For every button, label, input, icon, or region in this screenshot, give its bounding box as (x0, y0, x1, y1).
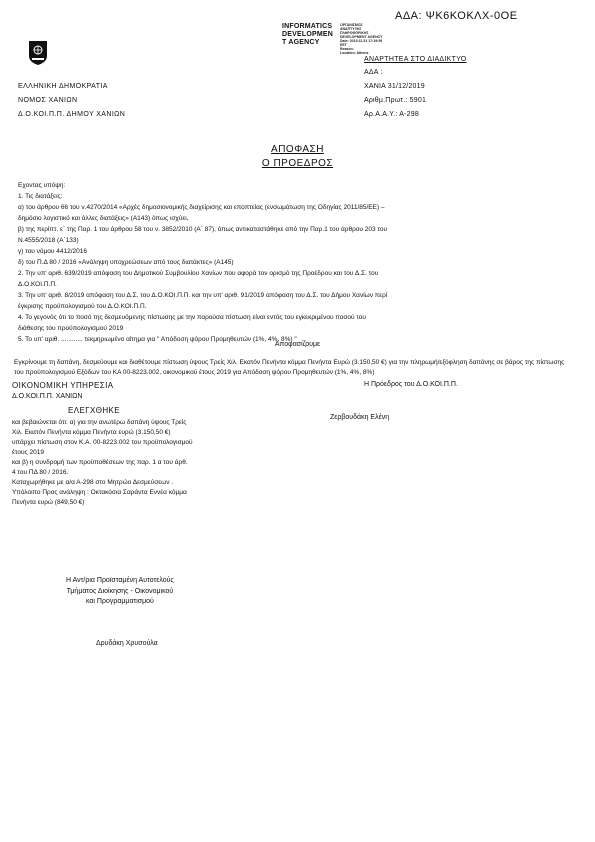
header-protocol-number: Αριθμ.Πρωτ.: 5901 (364, 97, 427, 104)
agency-name-line: INFORMATICS (282, 23, 333, 30)
checked-line: Χιλ. Εκατόν Πενήντα κόμμα Πενήντα ευρώ (3.150,50 €) (12, 429, 171, 436)
checked-line: έτους 2019 (12, 449, 44, 456)
signature-line: EET (340, 43, 347, 47)
economic-service-title: ΟΙΚΟΝΟΜΙΚΗ ΥΠΗΡΕΣΙΑ (12, 381, 114, 390)
checked-title: ΕΛΕΓΧΘΗΚΕ (68, 406, 121, 415)
header-country: ΕΛΛΗΝΙΚΗ ΔΗΜΟΚΡΑΤΙΑ (18, 83, 108, 90)
checked-line: και βεβαιώνεται ότι: α) για την ανωτέρω δαπάνη ύψους Τρείς (12, 419, 187, 426)
department-head-title: Η Αντ/ρια Προϊσταμένη Αυτοτελούς Τμήματος Διοίκησης - Οικονομικού και Προγραμματισμού (66, 577, 174, 605)
checked-line: υπάρχει πίστωση στον Κ.Α. 00-8223.002 του προϋπολογισμού (12, 439, 193, 446)
signature-line: ΑΝΑΠΤΥΞΗΣ (340, 27, 362, 31)
agency-name-line: T AGENCY (282, 39, 320, 46)
consideration-line: β) της περίπτ. ε΄ της Παρ. 1 του άρθρου 58 του ν. 3852/2010 (Α΄ 87), όπως αντικαταστάθηκε από την Παρ.1 του άρθρου 203 του (18, 226, 388, 233)
department-head-name: Δρυδάκη Χρυσούλα (96, 640, 158, 647)
consideration-line: γ) του νόμου 4412/2016 (18, 248, 87, 255)
header-organization: Δ.Ο.ΚΟΙ.Π.Π. ΔΗΜΟΥ ΧΑΝΙΩΝ (18, 111, 126, 118)
decide-label: Αποφασίζουμε (274, 341, 321, 348)
digital-signature-details (340, 23, 382, 55)
signature-line: Location: Athens (340, 51, 369, 55)
consideration-line: 1. Τις διατάξεις: (18, 193, 63, 200)
signature-line: Reason: (340, 47, 354, 51)
header-date: ΧΑΝΙΑ 31/12/2019 (364, 83, 425, 90)
consideration-line: δημόσιο λογιστικό και άλλες διατάξεις» (Α143) όπως ισχύει, (18, 215, 189, 222)
signature-line: DEVELOPMENT AGENCY (340, 35, 383, 39)
signature-line: ΟΡΓΑΝΙΣΜΟΣ (340, 23, 363, 27)
agency-name-line: DEVELOPMEN (282, 31, 334, 38)
header-prefecture: ΝΟΜΟΣ ΧΑΝΙΩΝ (18, 97, 78, 104)
header-ada: ΑΔΑ : (364, 69, 383, 76)
greek-emblem-icon (28, 40, 48, 66)
signature-line: Date: 2019.12.31 17:19:59 (340, 39, 383, 43)
consideration-line: έγκρισης προϋπολογισμού του Δ.Ο.ΚΟΙ.Π.Π. (18, 303, 147, 310)
checked-line: Υπόλοιπο Προς ανάληψη : Οκτακόσια Σαράντα Εννέα κόμμα (12, 489, 187, 496)
header-aay-number: Αρ.Α.Α.Υ.: Α-298 (364, 111, 419, 118)
consideration-line: δ) του Π.Δ 80 / 2016 «Ανάληψη υποχρεώσεων από τους διατάκτες» (Α145) (18, 259, 234, 266)
considerations (18, 180, 578, 345)
document-subtitle: Ο ΠΡΟΕΔΡΟΣ (261, 158, 334, 169)
publication-mandate: ΑΝΑΡΤΗΤΕΑ ΣΤΟ ΔΙΑΔΙΚΤΥΟ (364, 56, 467, 63)
checked-line: και β) η συνδρομή των προϋποθέσεων της παρ. 1 α του άρθ. (12, 459, 188, 466)
consideration-line: 4. Το γεγονός ότι το ποσό της δεσμευόμενης πίστωσης με την παρούσα πίστωση είναι εντός του εγκεκριμένου ποσού του (18, 314, 366, 321)
consideration-line: 2. Την υπ' αριθ. 639/2019 απόφαση του Δημοτικού Συμβουλίου Χανίων που αφορά τον ορισμό της Προέδρου και του Δ.Σ. του (18, 270, 379, 277)
consideration-line: 3. Την υπ' αριθ. 8/2019 απόφαση του Δ.Σ. του Δ.Ο.ΚΟΙ.Π.Π. και την υπ' αριθ. 91/2019 απόφαση του Δ.Σ. του Δήμου Χανίων περί (18, 292, 388, 299)
consideration-line: Ν.4555/2018 (Α΄133) (18, 237, 79, 244)
document-ada: ΑΔΑ: ΨΚ6ΚΟΚΛΧ-0ΟΕ (395, 10, 518, 22)
president-title: Η Πρόεδρος του Δ.Ο.ΚΟΙ.Π.Π. (364, 381, 458, 388)
signature-line: ΠΛΗΡΟΦΟΡΙΚΗΣ (340, 31, 369, 35)
checked-body (12, 418, 282, 508)
consideration-line: 5. Το υπ' αριθ. ............ τεκμηριωμένο αίτημα για " Απόδοση ψόρου Προμηθευτών (1%, 4%, 8%) " (18, 336, 297, 343)
consideration-line: διάθεσης του προϋπολογισμού 2019 (18, 325, 124, 332)
consideration-line: Δ.Ο.ΚΟΙ.Π.Π. (18, 281, 57, 288)
checked-line: Καταχωρήθηκε με α/α Α-298 στο Μητρώο Δεσμεύσεων . (12, 479, 174, 486)
consideration-line: α) του άρθρου 66 του ν.4270/2014 «Αρχές δημοσιονομικής διαχείρισης και εποπτείας (ενσωμάτωση της Οδηγίας 2011/85/ΕΕ) – (18, 204, 385, 211)
president-name: Ζερβουδάκη Ελένη (330, 414, 390, 421)
economic-service-org: Δ.Ο.ΚΟΙ.Π.Π. ΧΑΝΙΩΝ (12, 393, 83, 400)
consideration-line: Εχοντας υπόψη: (18, 182, 66, 189)
decision-paragraph: Εγκρίνουμε τη δαπάνη, δεσμεύουμε και διαθέτουμε πίστωση ύψους Τρείς Χιλ. Εκατόν Πενήντα κόμμα Πενήντα Ευρώ (3.150,50 €) για την πληρωμή/εξόφληση δαπάνης σε βάρος της πίστωσης του προϋπολογισμού Εξόδων του ΚΑ 00-8223.002, οικονομικού έτους 2019 για Απόδοση ψόρου Προμηθευτών (1%, 4%, 8%) (14, 359, 565, 376)
checked-line: Πενήντα ευρώ (849,50 €) (12, 499, 85, 506)
checked-line: 4 του ΠΔ 80 / 2016. (12, 469, 69, 476)
document-title: ΑΠΟΦΑΣΗ (271, 144, 324, 155)
agency-name (282, 23, 333, 47)
